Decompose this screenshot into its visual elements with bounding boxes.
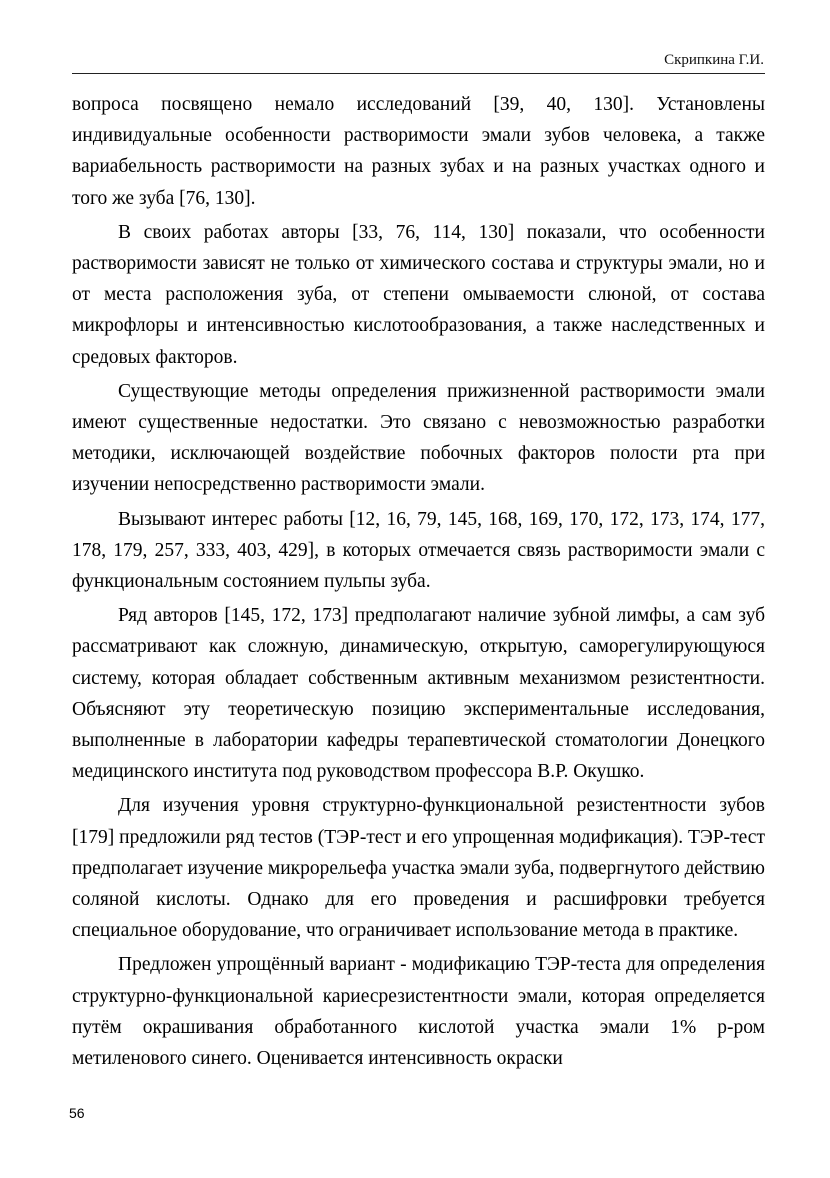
paragraph: Ряд авторов [145, 172, 173] предполагают наличие зубной лимфы, а сам зуб рассматривают как сложную, динамическую, открытую, саморегулирующуюся систему, которая обладает собственным активным механизмом резистентности. Объясняют эту теоретическую позицию экспериментальные исследования, выполненные в лаборатории кафедры терапевтической стоматологии Донецкого медицинского института под руководством профессора В.Р. Окушко. — [72, 605, 765, 783]
paragraph: вопроса посвящено немало исследований [39, 40, 130]. Установлены индивидуальные особенности растворимости эмали зубов человека, а также вариабельность растворимости на разных зубах и на разных участках одного и того же зуба [76, 130]. — [72, 94, 765, 209]
header-rule — [72, 73, 765, 74]
paragraph: Существующие методы определения прижизненной растворимости эмали имеют существенные недостатки. Это связано с невозможностью разработки методики, исключающей воздействие побочных факторов полости рта при изучении непосредственно растворимости эмали. — [72, 380, 765, 496]
page-number: 56 — [69, 1105, 85, 1121]
paragraph: Вызывают интерес работы [12, 16, 79, 145, 168, 169, 170, 172, 173, 174, 177, 178, 179, 257, 333, 403, 429], в которых отмечается связь растворимости эмали с функциональным состоянием пульпы зуба. — [72, 508, 765, 593]
paragraph: Для изучения уровня структурно-функциональной резистентности зубов [179] предложили ряд тестов (ТЭР-тест и его упрощенная модификация). ТЭР-тест предполагает изучение микрорельефа участка эмали зуба, подвергнутого действию соляной кислоты. Однако для его проведения и расшифровки требуется специальное оборудование, что ограничивает использование метода в практике. — [72, 795, 765, 942]
paragraph: В своих работах авторы [33, 76, 114, 130] показали, что особенности растворимости зависят не только от химического состава и структуры эмали, но и от места расположения зуба, от степени омываемости слюной, от состава микрофлоры и интенсивностью кислотообразования, а также наследственных и средовых факторов. — [72, 221, 765, 368]
running-header-author: Скрипкина Г.И. — [664, 52, 764, 68]
paragraph: Предложен упрощённый вариант - модификацию ТЭР-теста для определения структурно-функциональной кариесрезистентности эмали, которая определяется путём окрашивания обработанного кислотой участка эмали 1% р-ром метиленового синего. Оценивается интенсивность окраски — [72, 954, 765, 1070]
page-body — [72, 89, 765, 1077]
